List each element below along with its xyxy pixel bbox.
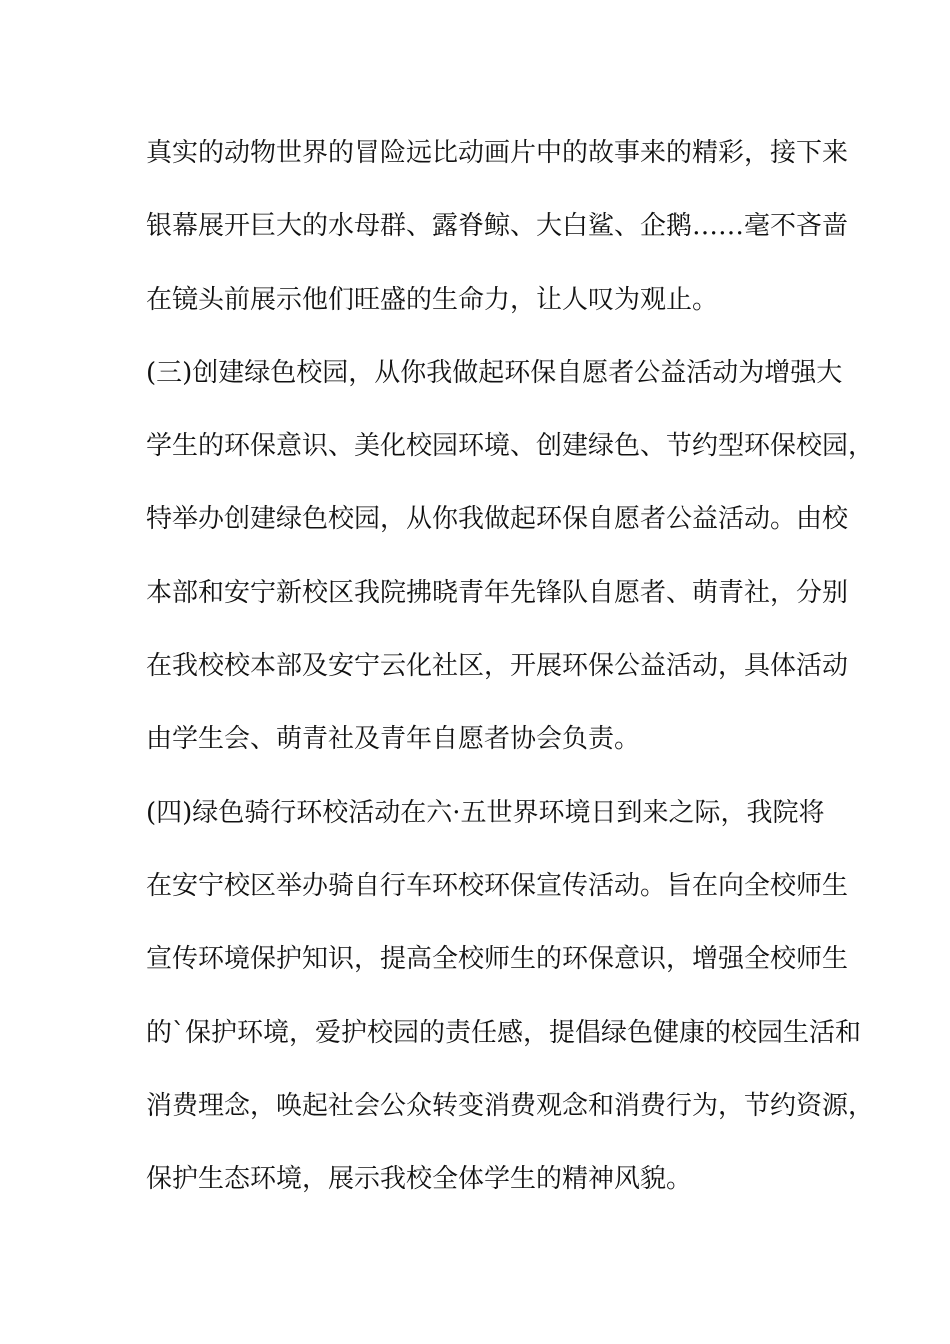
document-body xyxy=(146,128,875,1227)
text-line: 本部和安宁新校区我院拂晓青年先锋队自愿者、萌青社，分别 xyxy=(146,577,849,608)
text-line: 的`保护环境，爱护校园的责任感，提倡绿色健康的校园生活和 xyxy=(146,1017,862,1048)
text-line: 真实的动物世界的冒险远比动画片中的故事来的精彩，接下来 xyxy=(146,138,849,168)
text-line: 在我校校本部及安宁云化社区，开展环保公益活动，具体活动 xyxy=(146,651,849,682)
text-line: 宣传环境保护知识，提高全校师生的环保意识，增强全校师生 xyxy=(146,944,849,975)
text-line: 银幕展开巨大的水母群、露脊鲸、大白鲨、企鹅……毫不吝啬 xyxy=(146,211,849,242)
text-line: 学生的环保意识、美化校园环境、创建绿色、节约型环保校园， xyxy=(146,431,875,462)
text-line: (四)绿色骑行环校活动在六·五世界环境日到来之际，我院将 xyxy=(146,797,825,828)
text-line: 在镜头前展示他们旺盛的生命力，让人叹为观止。 xyxy=(146,284,719,315)
text-line: 保护生态环境，展示我校全体学生的精神风貌。 xyxy=(146,1164,693,1195)
text-line: 由学生会、萌青社及青年自愿者协会负责。 xyxy=(146,724,641,755)
text-line: 特举办创建绿色校园，从你我做起环保自愿者公益活动。由校 xyxy=(146,504,849,535)
text-line: 消费理念，唤起社会公众转变消费观念和消费行为，节约资源， xyxy=(146,1090,875,1121)
text-line: 在安宁校区举办骑自行车环校环保宣传活动。旨在向全校师生 xyxy=(146,870,849,901)
text-line: (三)创建绿色校园，从你我做起环保自愿者公益活动为增强大 xyxy=(146,357,843,388)
